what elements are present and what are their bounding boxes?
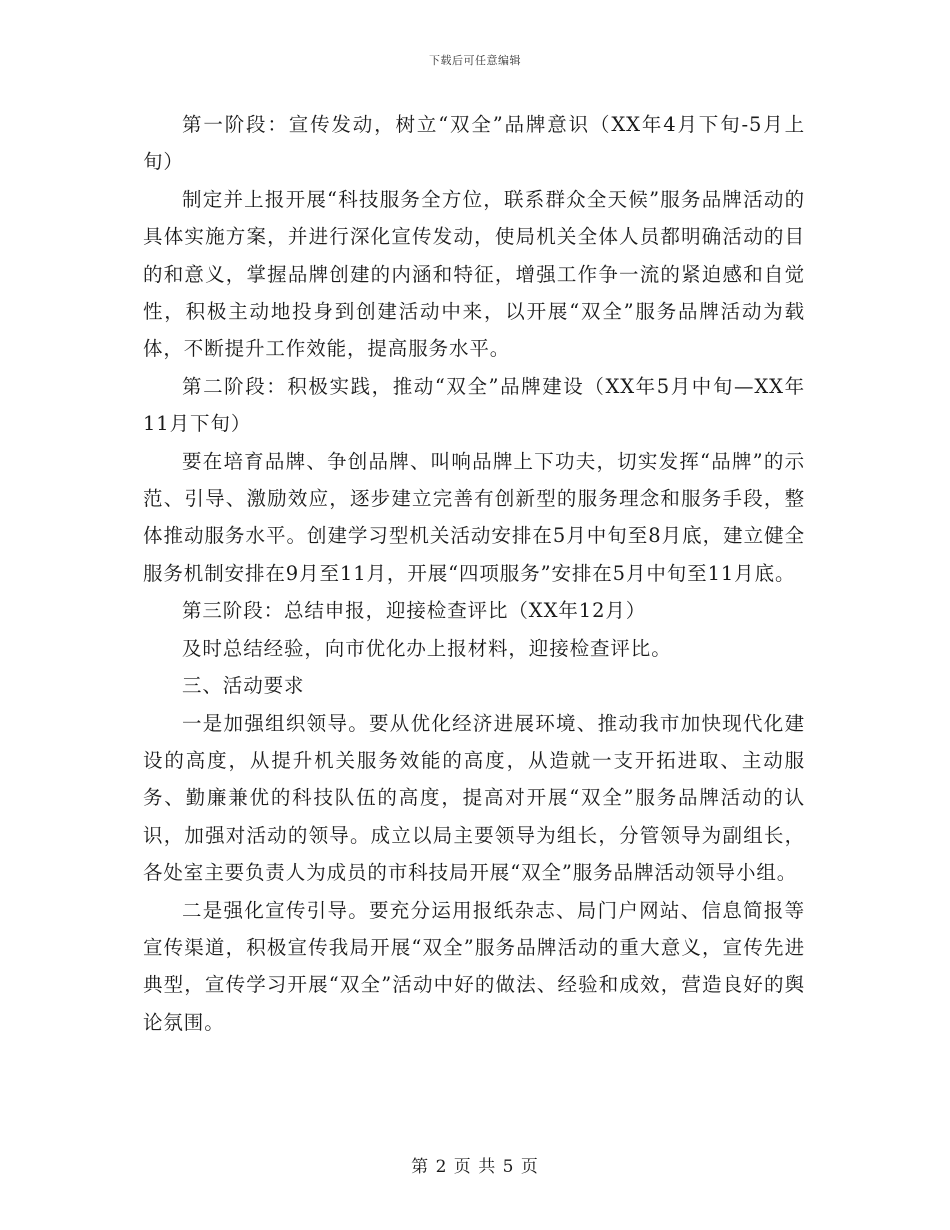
paragraph-stage-three-title: 第三阶段：总结申报，迎接检查评比（XX年12月） — [182, 599, 647, 623]
paragraph-stage-three-body: 及时总结经验，向市优化办上报材料，迎接检查评比。 — [182, 636, 672, 660]
document-body — [143, 106, 805, 1041]
paragraph-stage-two-title: 第二阶段：积极实践，推动“双全”品牌建设（XX年5月中旬—XX年11月下旬） — [143, 374, 805, 436]
paragraph-requirement-one: 一是加强组织领导。要从优化经济进展环境、推动我市加快现代化建设的高度，从提升机关服务效能的高度，从造就一支开拓进取、主动服务、勤廉兼优的科技队伍的高度，提高对开展“双全”服务品牌活动的认识，加强对活动的领导。成立以局主要领导为组长，分管领导为副组长，各处室主要负责人为成员的市科技局开展“双全”服务品牌活动领导小组。 — [143, 711, 805, 885]
paragraph-requirement-two: 二是强化宣传引导。要充分运用报纸杂志、局门户网站、信息简报等宣传渠道，积极宣传我局开展“双全”服务品牌活动的重大意义，宣传先进典型，宣传学习开展“双全”活动中好的做法、经验和成效，营造良好的舆论氛围。 — [143, 898, 805, 1034]
page-header-note: 下载后可任意编辑 — [429, 54, 521, 67]
paragraph-stage-one-body: 制定并上报开展“科技服务全方位，联系群众全天候”服务品牌活动的具体实施方案，并进行深化宣传发动，使局机关全体人员都明确活动的目的和意义，掌握品牌创建的内涵和特征，增强工作争一流的紧迫感和自觉性，积极主动地投身到创建活动中来，以开展“双全”服务品牌活动为载体，不断提升工作效能，提高服务水平。 — [143, 187, 805, 361]
paragraph-stage-two-body: 要在培育品牌、争创品牌、叫响品牌上下功夫，切实发挥“品牌”的示范、引导、激励效应，逐步建立完善有创新型的服务理念和服务手段，整体推动服务水平。创建学习型机关活动安排在5月中旬至8月底，建立健全服务机制安排在9月至11月，开展“四项服务”安排在5月中旬至11月底。 — [143, 449, 805, 585]
paragraph-stage-one-title: 第一阶段：宣传发动，树立“双全”品牌意识（XX年4月下旬-5月上旬） — [143, 113, 805, 174]
page-number-footer: 第 2 页 共 5 页 — [411, 1157, 539, 1177]
section-heading-requirements: 三、活动要求 — [182, 674, 305, 698]
